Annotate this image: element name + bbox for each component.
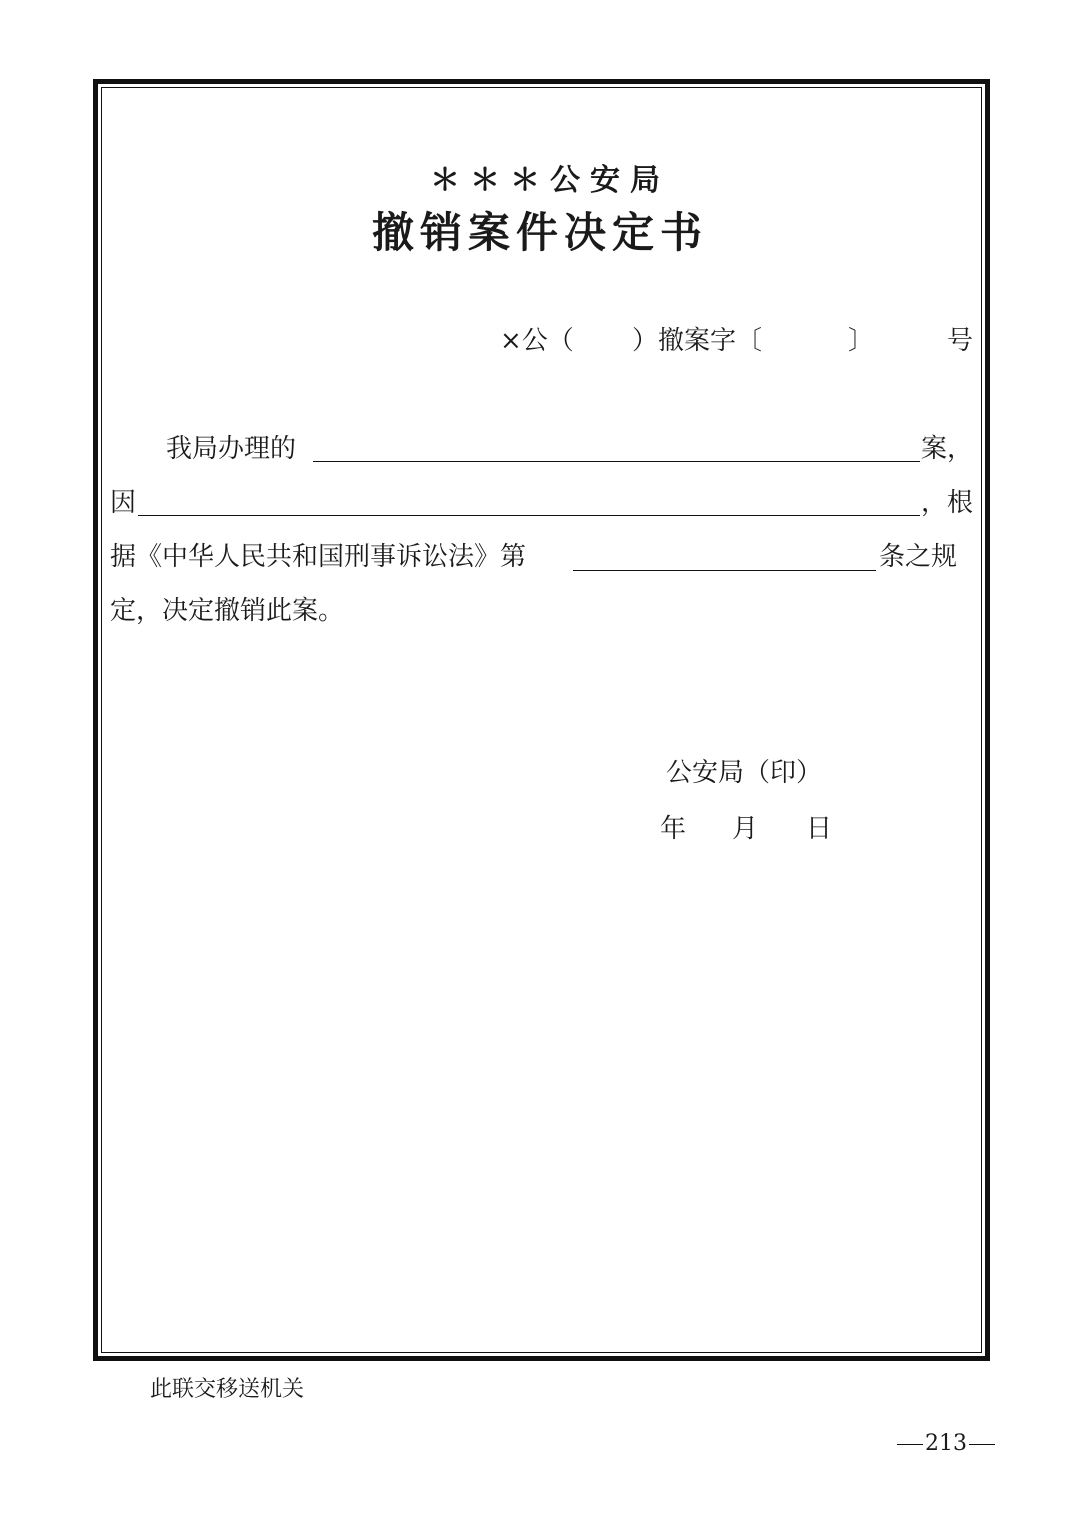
dash-right xyxy=(969,1444,995,1445)
body-line1-end: 案， xyxy=(921,434,974,464)
doc-number-middle: ）撤案字〔 xyxy=(632,326,763,356)
doc-number-suffix: 号 xyxy=(947,326,974,356)
article-number-blank[interactable] xyxy=(573,570,876,571)
body-line3-end: 条之规 xyxy=(879,542,958,572)
document-title: 撤销案件决定书 xyxy=(371,208,708,257)
body-line1-start: 我局办理的 xyxy=(166,434,297,464)
doc-number-prefix: ×公（ xyxy=(500,326,574,356)
body-line2-start: 因 xyxy=(110,488,137,518)
page-number-value: 213 xyxy=(925,1431,967,1456)
dash-left xyxy=(897,1444,923,1445)
body-line4: 定，决定撤销此案。 xyxy=(110,596,345,626)
signature-authority: 公安局（印） xyxy=(666,758,823,788)
doc-number-close: 〕 xyxy=(848,326,875,356)
page-number xyxy=(895,1430,997,1458)
case-name-blank[interactable] xyxy=(313,461,920,462)
reason-blank[interactable] xyxy=(138,515,920,516)
signature-day: 日 xyxy=(806,814,833,844)
agency-name: ＊＊＊公安局 xyxy=(430,163,670,198)
body-line2-end: ，根 xyxy=(921,488,974,518)
body-line3-start: 据《中华人民共和国刑事诉讼法》第 xyxy=(110,542,527,572)
signature-month: 月 xyxy=(732,814,759,844)
inner-border xyxy=(101,87,982,1353)
footer-note: 此联交移送机关 xyxy=(150,1377,305,1402)
signature-year: 年 xyxy=(660,814,687,844)
